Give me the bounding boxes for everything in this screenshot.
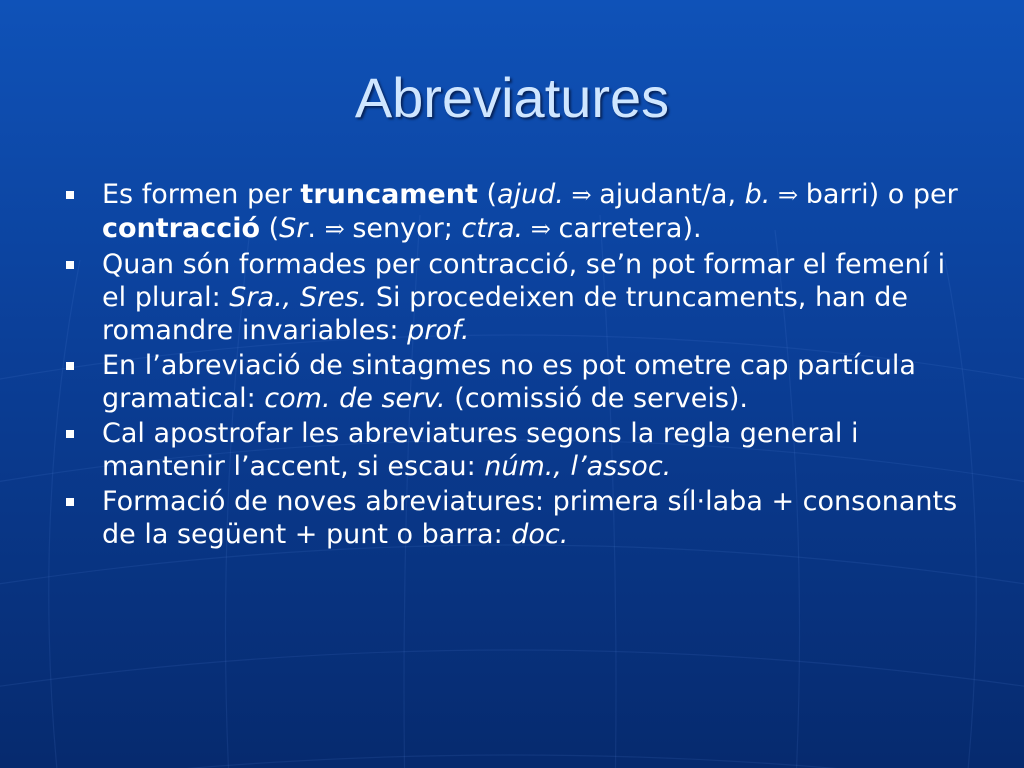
bullet-italic-example: b. <box>744 179 771 210</box>
bullet-text: Es formen per <box>102 179 301 210</box>
bullet-text: Cal apostrofar les abreviatures segons la regla general i mantenir l’accent, si escau: <box>102 418 859 482</box>
implies-arrow-icon: ⇒ <box>324 215 353 243</box>
bullet-text: (comissió de serveis). <box>445 383 749 414</box>
square-bullet-icon <box>66 191 74 199</box>
square-bullet-icon <box>66 498 74 506</box>
bullet-item <box>64 485 960 551</box>
bullet-text: ( <box>260 213 280 244</box>
bullet-list <box>64 178 960 553</box>
square-bullet-icon <box>66 261 74 269</box>
bullet-italic-example: ctra. <box>461 213 524 244</box>
bullet-italic-example: Sr <box>279 213 308 244</box>
bullet-text: carretera). <box>558 213 702 244</box>
bullet-text: barri) o per <box>805 179 958 210</box>
square-bullet-icon <box>66 362 74 370</box>
bullet-italic-example: Sra., Sres. <box>229 282 368 313</box>
bullet-item <box>64 178 960 246</box>
bullet-item <box>64 417 960 483</box>
bullet-bold-term: truncament <box>300 179 478 210</box>
bullet-bold-term: contracció <box>102 213 261 244</box>
square-bullet-icon <box>66 430 74 438</box>
implies-arrow-icon: ⇒ <box>523 215 559 243</box>
bullet-text: Formació de noves abreviatures: primera síl·laba + consonants de la següent + punt o barra: <box>102 486 958 550</box>
implies-arrow-icon: ⇒ <box>563 181 600 209</box>
bullet-text: En l’abreviació de sintagmes no es pot ometre cap partícula gramatical: <box>102 350 916 414</box>
bullet-italic-example: prof. <box>407 315 470 346</box>
bullet-item <box>64 248 960 347</box>
bullet-italic-example: com. de serv. <box>264 383 446 414</box>
bullet-italic-example: núm., l’assoc. <box>484 451 672 482</box>
bullet-text: ajudant/a, <box>599 179 745 210</box>
bullet-italic-example: doc. <box>511 519 569 550</box>
slide-title: Abreviatures <box>354 66 670 129</box>
bullet-text: Si procedeixen de truncaments, han de romandre invariables: <box>102 282 909 346</box>
bullet-italic-example: ajud. <box>497 179 564 210</box>
bullet-text: senyor; <box>352 213 462 244</box>
bullet-text: . <box>307 213 325 244</box>
bullet-item <box>64 349 960 415</box>
bullet-text: ( <box>477 179 497 210</box>
implies-arrow-icon: ⇒ <box>770 181 806 209</box>
bullet-text: Quan són formades per contracció, se’n pot formar el femení i el plural: <box>102 249 946 313</box>
